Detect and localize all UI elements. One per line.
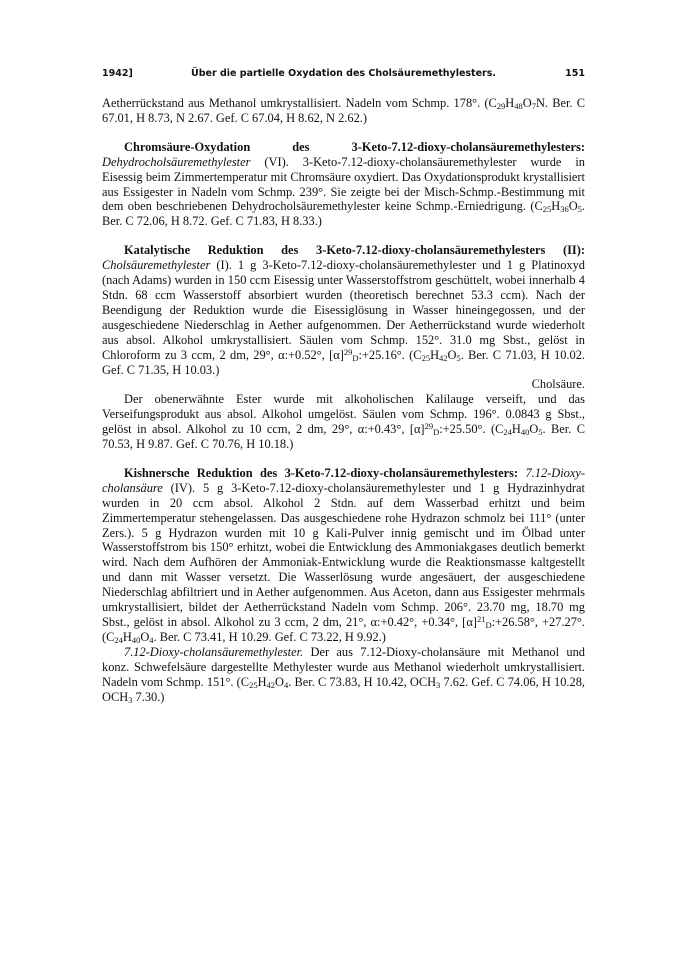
paragraph-methyl-ester: 7.12-Dioxy-cholansäuremethylester. Der aus 7.12-Dioxy-cholansäure mit Methanol und konz. Schwefelsäure dargestellte Methylester wurde aus Methanol wiederholt umkrystallisiert. Nadeln vom Schmp. 151°. ($C_{25}H_{42}O_4$. Ber. C 73.83, H 10.42, $OCH_3$ 7.62. Gef. C 74.06, H 10.28, $OCH_3$ 7.30.) [102, 644, 585, 705]
running-header [102, 68, 585, 84]
section-heading: Katalytische Reduktion des 3-Keto-7.12-dioxy-cholansäuremethylesters (II): [124, 243, 585, 258]
header-title: Über die partielle Oxydation des Cholsäuremethylesters. [191, 68, 496, 79]
paragraph-kishner-reduction: Kishnersche Reduktion des 3-Keto-7.12-dioxy-cholansäuremethylesters: 7.12-Dioxy-cholansäure (IV). 5 g 3-Keto-7.12-dioxy-cholansäuremethylester und 1 g Hydrazinhydrat wurden in 20 ccm absol. Alkohol 2 Stdn. auf dem Wasserbad erhitzt und beim Zimmertemperatur stehengelassen. Das ausgeschiedene rohe Hydrazon schmolz bei 111° (unter Zers.). 5 g Hydrazon wurden mit 10 g Kali-Pulver innig gemischt und im Ölbad unter Wasserstoffstrom bis 150° erhitzt, wobei die Entwicklung des Ammoniakgases deutlich bemerkt wird. Nach dem Aufhören der Ammoniak-Entwicklung wurde die Reaktionsmasse kaltgestellt und dann mit Wasser versetzt. Die Wasserlösung wurde angesäuert, der ausgeschiedene Niederschlag abfiltriert und in Aether aufgenommen. Aus Aceton, dann aus Essigester mehrmals umkrystallisiert, bildet der Aetherrückstand Nadeln vom Schmp. 206°. 23.70 mg, 18.70 mg Sbst., gelöst in absol. Alkohol zu 3 ccm, 2 dm, 21°, α:+0.42°, +0.34°, $[\alpha]^{21}_D:+26.58^\circ$, +27.27°. ($C_{24}H_{40}O_4$. Ber. C 73.41, H 10.29. Gef. C 73.22, H 9.92.) [102, 465, 585, 645]
paragraph-saponification: Der obenerwähnte Ester wurde mit alkoholischen Kalilauge verseift, und das Verseifungsprodukt aus absol. Alkohol umgelöst. Säulen vom Schmp. 196°. 0.0843 g Sbst., gelöst in absol. Alkohol zu 10 ccm, 2 dm, 29°, α:+0.43°, $[\alpha]^{29}_D:+25.50^\circ$. ($C_{24}H_{40}O_5$. Ber. C 70.53, H 9.87. Gef. C 70.76, H 10.18.) [102, 392, 585, 452]
paragraph-chromic-acid-oxidation: Chromsäure-Oxydation des 3-Keto-7.12-dioxy-cholansäuremethylesters: Dehydrocholsäuremethylester (VI). 3-Keto-7.12-dioxy-cholansäuremethylester wurde in Eisessig beim Zimmertemperatur mit Chromsäure oxydiert. Das Oxydationsprodukt krystallisiert aus Essigester in Nadeln vom Schmp. 239°. Sie zeigte bei der Misch-Schmp.-Bestimmung mit dem oben beschriebenen Dehydrocholsäuremethylester keine Schmp.-Erniedrigung. ($C_{25}H_{36}O_5$. Ber. C 72.06, H 8.72. Gef. C 71.83, H 8.33.) [102, 139, 585, 229]
cholic-acid-label: Cholsäure. [531, 377, 585, 392]
paragraph-catalytic-reduction: Katalytische Reduktion des 3-Keto-7.12-dioxy-cholansäuremethylesters (II): Cholsäuremethylester (I). 1 g 3-Keto-7.12-dioxy-cholansäuremethylester und 1 g Platinoxyd (nach Adams) wurden in 150 ccm Eisessig unter Wasserstoffstrom geschüttelt, wobei innerhalb 4 Stdn. 68 ccm Wasserstoff absorbiert wurden (theoretisch berechnet 53.3 ccm). Nach der Beendigung der Reduktion wurde die Eisessiglösung in Wasser hineingegossen, und der ausgeschiedene Niederschlag in Aether aufgenommen. Der Aetherrückstand wurde wiederholt aus absol. Alkohol umkrystallisiert. Säulen vom Schmp. 152°. 31.0 mg Sbst., gelöst in Chloroform zu 3 ccm, 2 dm, 29°, α:+0.52°, $[\alpha]^{29}_D:+25.16^\circ$. ($C_{25}H_{42}O_5$. Ber. C 71.03, H 10.02. Gef. C 71.35, H 10.03.) Cholsäure. [102, 243, 585, 392]
paragraph-continuation: Aetherrückstand aus Methanol umkrystallisiert. Nadeln vom Schmp. 178°. ($C_{29}H_{48}O_7N$. Ber. C 67.01, H 8.73, N 2.67. Gef. C 67.04, H 8.62, N 2.62.) [102, 96, 585, 125]
section-heading: Kishnersche Reduktion des 3-Keto-7.12-dioxy-cholansäuremethylesters: [124, 465, 519, 480]
section-heading: Chromsäure-Oxydation des 3-Keto-7.12-dioxy-cholansäuremethylesters: [124, 139, 585, 154]
page-number: 151 [565, 68, 585, 79]
header-year: 1942] [102, 68, 133, 79]
article-body [102, 96, 585, 704]
